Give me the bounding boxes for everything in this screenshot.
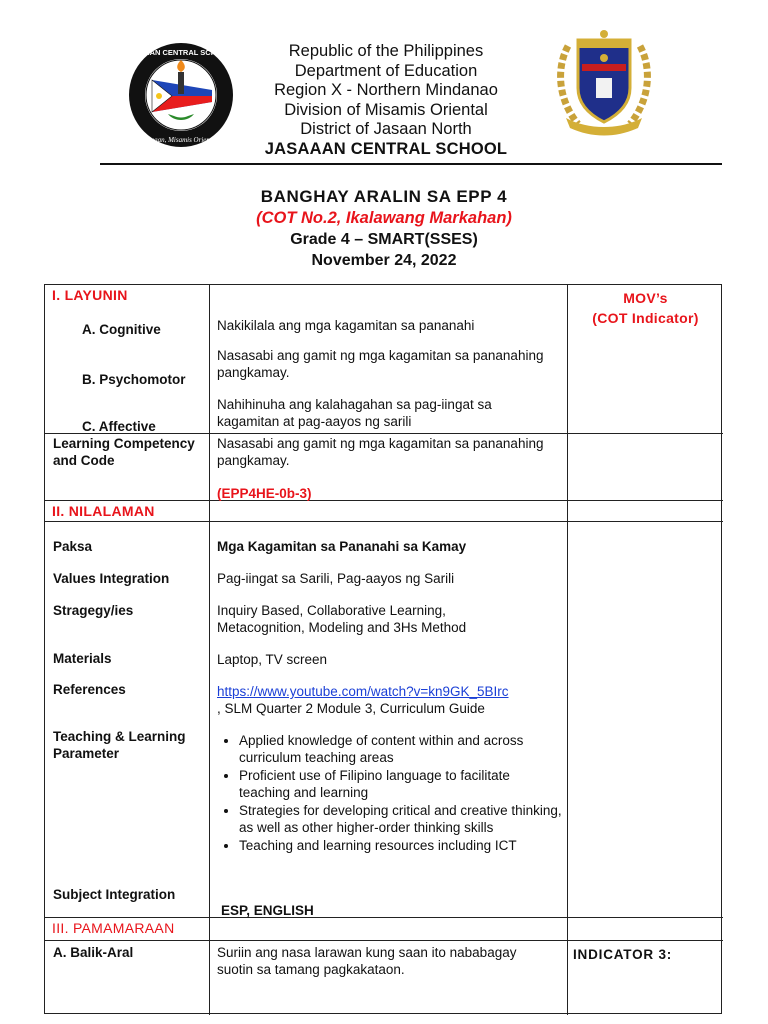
subject-text: ESP, ENGLISH [221,903,314,918]
header-divider [100,163,722,165]
header-line: Republic of the Philippines [288,42,484,60]
header-line: Department of Education [294,61,478,80]
cognitive-label: A. Cognitive [82,322,161,337]
teaching-parameters [217,732,562,855]
section-heading: I. LAYUNIN [52,287,128,303]
svg-text:JASAAN CENTRAL SCHOOL: JASAAN CENTRAL SCHOOL [129,48,233,57]
psychomotor-label: B. Psychomotor [82,372,186,387]
competency-code: (EPP4HE-0b-3) [217,486,312,501]
header-line: District of Jasaan North [300,120,472,138]
materials-label: Materials [53,651,112,666]
section-heading: II. NILALAMAN [52,503,155,519]
references-label: References [53,682,126,697]
subject-label: Subject Integration [53,887,176,902]
lesson-date: November 24, 2022 [311,252,457,269]
mov-title: MOV’s [623,290,668,306]
references-text: , SLM Quarter 2 Module 3, Curriculum Guide [217,701,485,716]
document-title: BANGHAY ARALIN SA EPP 4 [260,187,508,206]
psychomotor-text: Nasasabi ang gamit ng mga kagamitan sa pananahing pangkamay. [217,348,544,380]
list-item: • Teaching and learning resources including ICT [239,837,562,854]
strategies-text: Inquiry Based, Collaborative Learning, Metacognition, Modeling and 3Hs Method [217,603,467,635]
row-divider [45,940,723,941]
header-line: Division of Misamis Oriental [284,100,488,119]
list-item: • Proficient use of Filipino language to facilitate teaching and learning [239,767,562,801]
row-divider [45,500,723,501]
section-heading: III. PAMAMARAAN [52,920,175,936]
document-header [236,42,536,159]
affective-label: C. Affective [82,419,156,434]
references-cell [217,683,562,717]
values-text: Pag-iingat sa Sarili, Pag-aayos ng Sarili [217,571,455,586]
balik-aral-text: Suriin ang nasa larawan kung saan ito nababagay suotin sa tamang pagkakataon. [217,945,517,977]
column-divider [567,285,568,1015]
cognitive-text: Nakikilala ang mga kagamitan sa pananahi [217,318,475,333]
row-divider [45,521,723,522]
mov-header [568,288,723,328]
balik-aral-label: A. Balik-Aral [53,945,134,960]
title-block [0,186,768,271]
school-seal-logo [128,42,234,148]
header-line: Region X - Northern Mindanao [274,81,498,99]
document-subtitle: (COT No.2, Ikalawang Markahan) [256,209,512,227]
mov-subtitle: (COT Indicator) [592,310,699,326]
grade-section: Grade 4 – SMART(SSES) [290,231,478,248]
teaching-label: Teaching & Learning Parameter [53,729,186,761]
indicator-label: INDICATOR 3: [573,947,673,962]
youtube-reference-link[interactable]: https://www.youtube.com/watch?v=kn9GK_5BIrc [217,684,509,699]
list-item: • Strategies for developing critical and creative thinking, as well as other higher-order thinking skills [239,802,562,836]
competency-text: Nasasabi ang gamit ng mga kagamitan sa pananahing pangkamay. [217,436,544,468]
list-item: • Applied knowledge of content within and across curriculum teaching areas [239,732,562,766]
school-name: JASAAAN CENTRAL SCHOOL [264,139,508,158]
column-divider [209,285,210,1015]
materials-text: Laptop, TV screen [217,652,328,667]
lesson-plan-table [44,284,722,1014]
paksa-label: Paksa [53,539,93,554]
svg-text:Jasaan, Misamis Oriental: Jasaan, Misamis Oriental [144,136,218,144]
affective-text: Nahihinuha ang kalahagahan sa pag-iingat sa kagamitan at pag-aayos ng sarili [217,397,492,429]
competency-label: Learning Competency and Code [53,436,195,468]
paksa-text: Mga Kagamitan sa Pananahi sa Kamay [217,539,467,554]
district-crest-logo [552,28,656,140]
values-label: Values Integration [53,571,170,586]
row-divider [45,917,723,918]
strategies-label: Stragegy/ies [53,603,134,618]
